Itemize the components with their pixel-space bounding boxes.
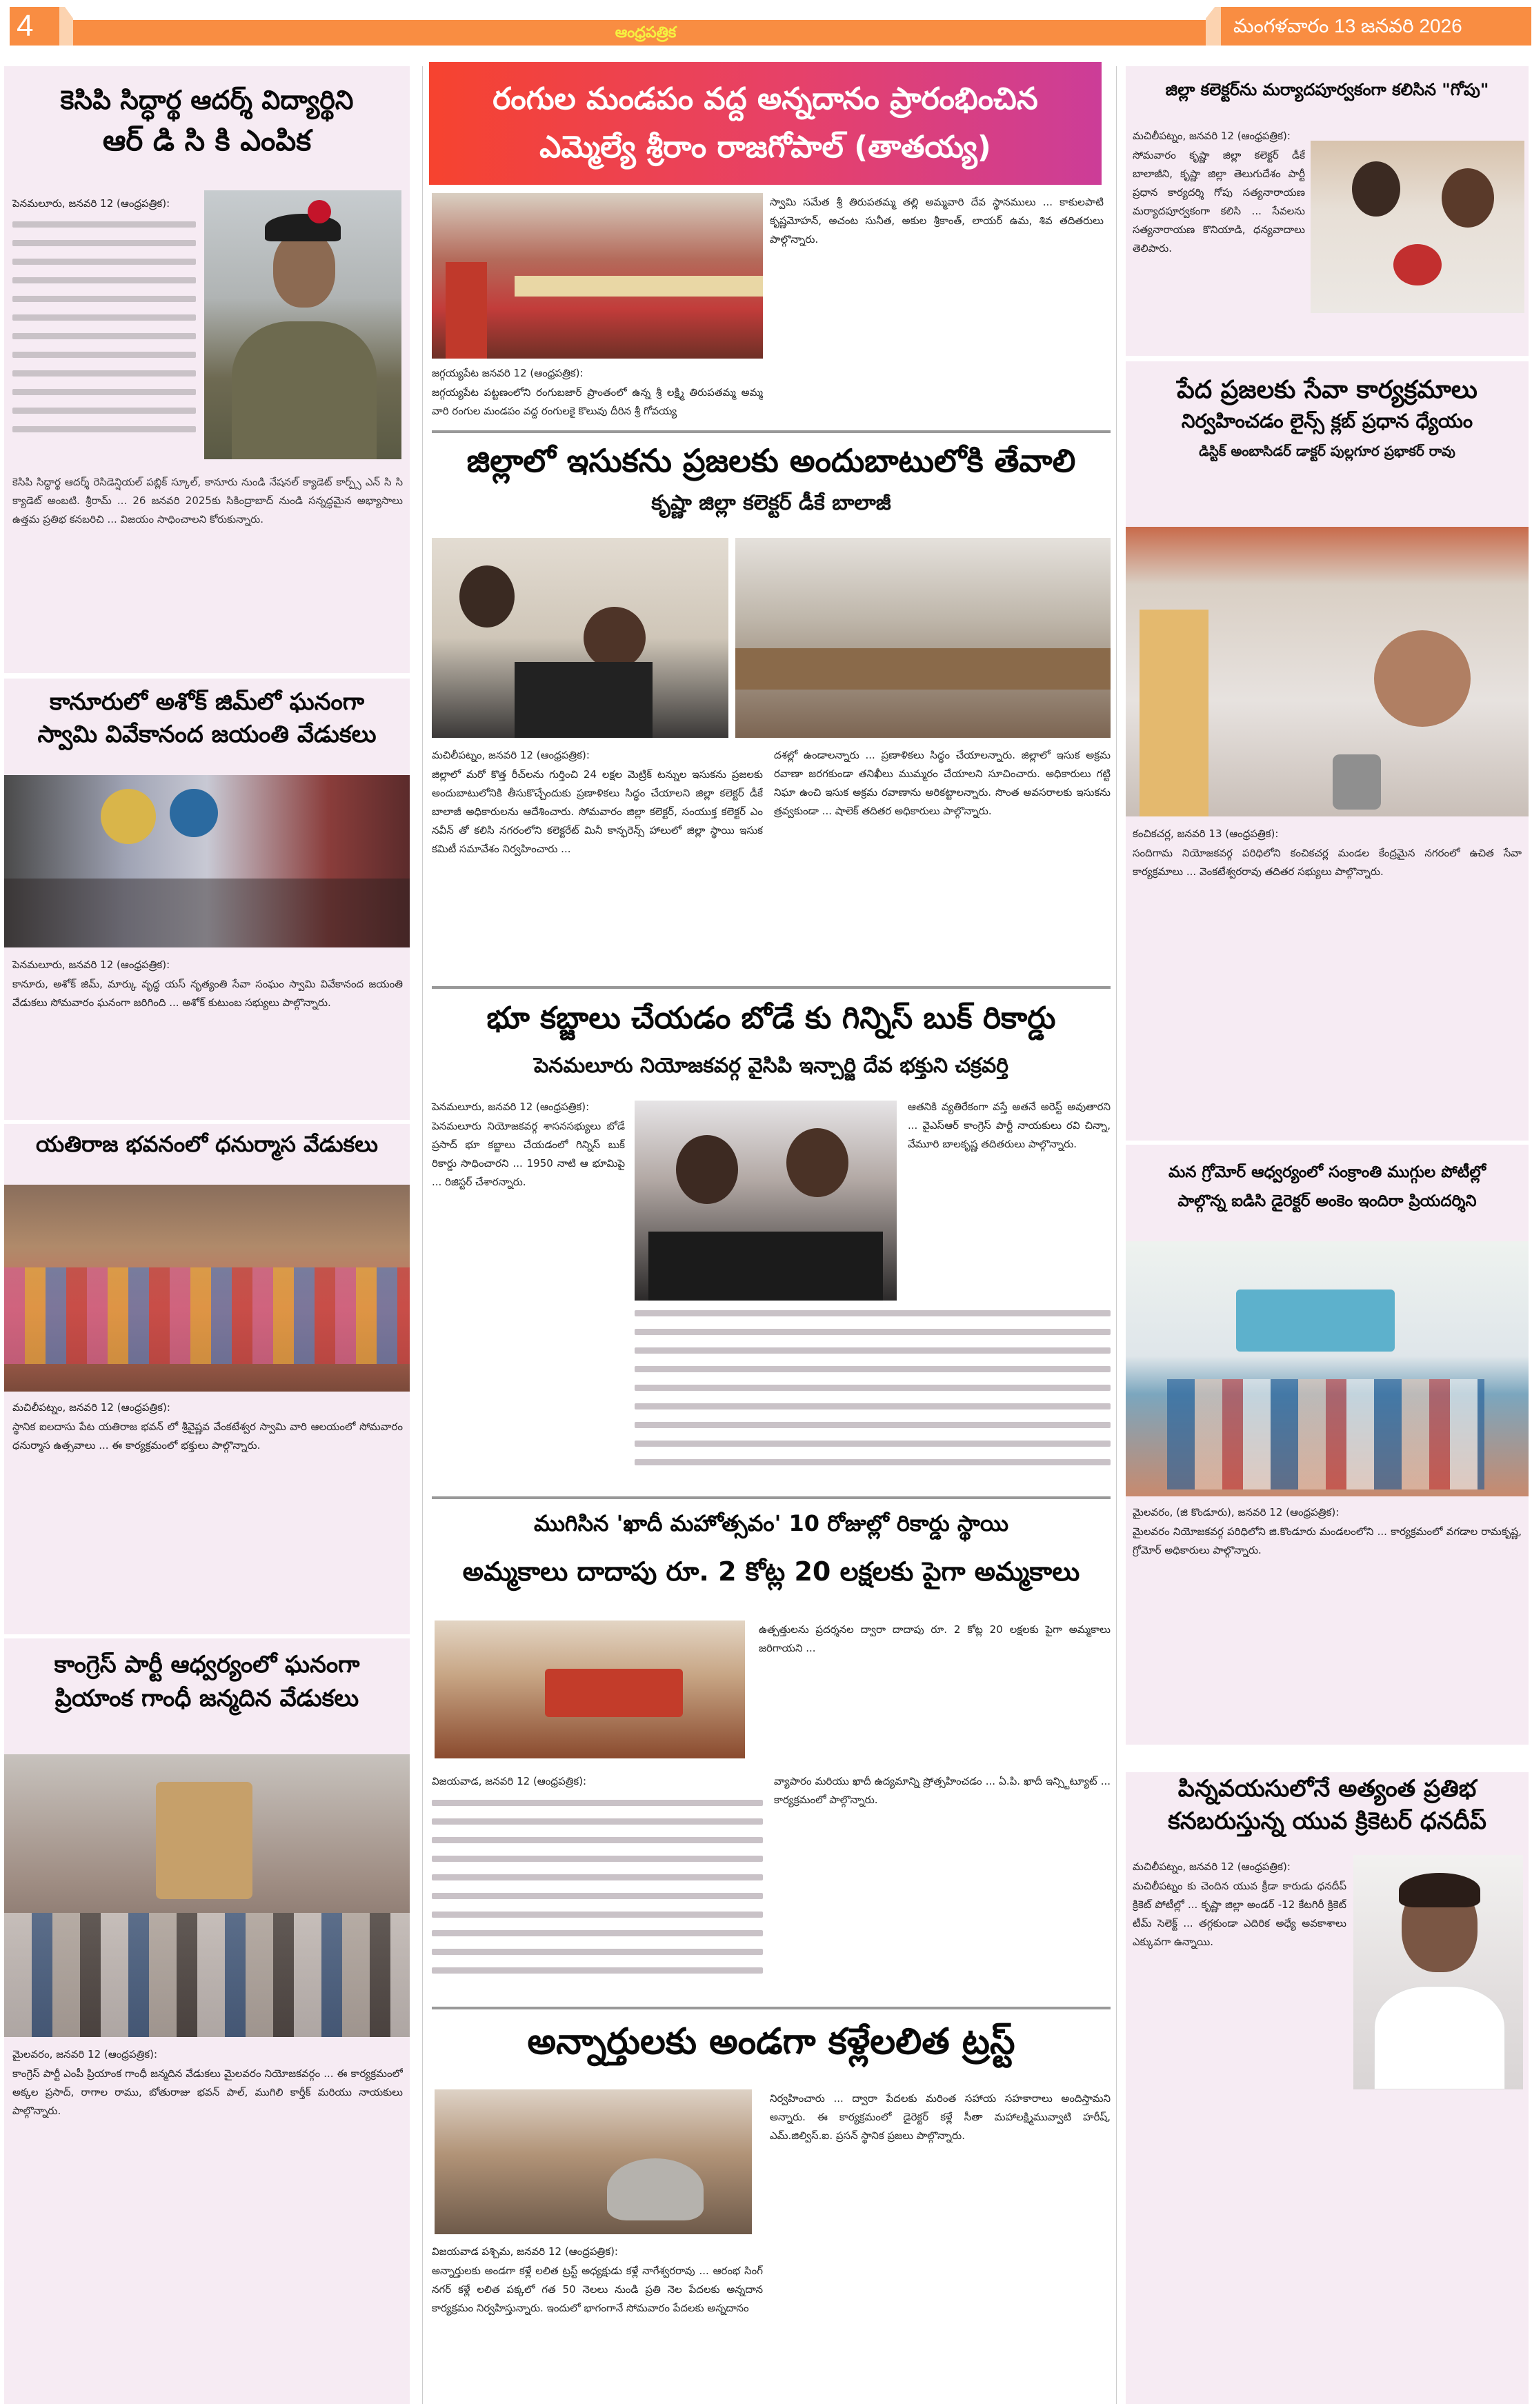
dateline: మచిలీపట్నం, జనవరి 12 (ఆంధ్రపత్రిక): bbox=[12, 1401, 170, 1414]
section-divider bbox=[432, 986, 1111, 989]
article-collector-gopu bbox=[1126, 66, 1529, 356]
subhead-sand: కృష్ణా జిల్లా కలెక్టర్ డీకే బాలాజీ bbox=[651, 491, 891, 515]
sand-body-col2: దశల్లో ఉండాలన్నారు ... ప్రణాళికలు సిద్ధం చేయాలన్నారు. జిల్లాలో ఇసుక అక్రమ రవాణా జరగకుండా తనిఖీలు ముమ్మరం చేయాలని సూచించారు. అధికారులు గట్టి నిఘా ఉంచి ఇసుక అక్రమ రవాణాను అరికట్టాలన్నారు. సొంత అవసరాలకు ఇసుకను త్రవ్వకుండా ... షాలెక్ తదితర అధికారులు పాల్గొన్నారు. bbox=[774, 749, 1111, 817]
trust-body-col2: నిర్వహించారు ... ద్వారా పేదలకు మరింత సహాయ సహకారాలు అందిస్తామని అన్నారు. ఈ కార్యక్రమంలో డైరెక్టర్ కళ్లే సీతా మహాలక్ష్మిమువ్వాటి హరీష్, ఎమ్.జిల్విస్.ఐ. ప్రసన్ స్థానిక ప్రజలు పాల్గొన్నారు. bbox=[770, 2092, 1111, 2142]
dateline: విజయవాడ, జనవరి 12 (ఆంధ్రపత్రిక): bbox=[432, 1775, 587, 1787]
body-text-block bbox=[12, 221, 196, 445]
headline-cricketer-line1: పిన్నవయసులోనే అత్యంత ప్రతిభ bbox=[1177, 1775, 1477, 1803]
subhead-land-grab: పెనమలూరు నియోజకవర్గ వైసిపి ఇన్చార్జి దేవ భక్తుని చక్రవర్తి bbox=[533, 1054, 1009, 1078]
article-lions bbox=[1126, 361, 1529, 1141]
dateline: జగ్గయ్యపేట జనవరి 12 (ఆంధ్రపత్రిక): bbox=[432, 367, 584, 379]
dateline: మచిలీపట్నం, జనవరి 12 (ఆంధ్రపత్రిక): bbox=[432, 749, 590, 761]
cadet-portrait-photo bbox=[204, 190, 401, 459]
headline-cricketer-line2: కనబరుస్తున్న యువ క్రికెటర్ ధనదీప్ bbox=[1168, 1807, 1486, 1836]
headline-lions-line1: పేద ప్రజలకు సేవా కార్యక్రమాలు bbox=[1177, 376, 1478, 404]
lions-club-service-photo bbox=[1126, 527, 1529, 816]
trust-body-col1: అన్నార్తులకు అండగా కళ్లే లలిత ట్రస్ట్ అధ్యక్షుడు కళ్లే నాగేశ్వరరావు ... ఆరంభ సింగ్ నగర్ కళ్లే లలిత పక్కలో గత 50 నెలలు నుండి ప్రతి నెల పేదలకు అన్నదాన కార్యక్రమం నిర్వహిస్తున్నారు. ఇందులో భాగంగానే సోమవారం పేదలకు అన్నదానం bbox=[432, 2265, 763, 2314]
article-body: సందిగామ నియోజకవర్గ పరిధిలోని కంచికచర్ల మండల కేంద్రమైన నగరంలో ఉచిత సేవా కార్యక్రమాలు ... వెంకటేశ్వరరావు తదితర సభ్యులు పాల్గొన్నారు. bbox=[1133, 847, 1522, 878]
article-body: కాంగ్రెస్ పార్టీ ఎంపీ ప్రియాంక గాంధీ జన్మదిన వేడుకలు మైలవరం నియోజకవర్గం ... ఈ కార్యక్రమంలో అక్కల ప్రసాద్, రాగాల రాము, బోతురాజు భవన్ పాల్, ముగిలి కార్తీక్ మరియు నాయకులు పాల్గొన్నారు. bbox=[12, 2067, 403, 2117]
collector-meeting-photo-2 bbox=[735, 538, 1111, 738]
khadi-festival-photo bbox=[435, 1621, 745, 1758]
headline-lions-line2: నిర్వహించడం లైన్స్ క్లబ్ ప్రధాన ధ్యేయం bbox=[1181, 409, 1473, 432]
dateline: పెనమలూరు, జనవరి 12 (ఆంధ్రపత్రిక): bbox=[432, 1101, 590, 1113]
masthead-bar bbox=[73, 20, 1218, 46]
gym-event-photo bbox=[4, 775, 410, 947]
dateline: విజయవాడ పశ్చిమ, జనవరి 12 (ఆంధ్రపత్రిక): bbox=[432, 2245, 618, 2258]
dateline: పెనమలూరు, జనవరి 12 (ఆంధ్రపత్రిక): bbox=[12, 197, 170, 210]
article-congress bbox=[4, 1638, 410, 2404]
khadi-body-col2: వ్యాపారం మరియు ఖాదీ ఉద్యమాన్ని ప్రోత్సహించడం ... ఏ.పి. ఖాదీ ఇన్స్టిట్యూట్ ... కార్యక్రమంలో పాల్గొన్నారు. bbox=[774, 1775, 1111, 1806]
masthead bbox=[0, 0, 1532, 50]
section-divider bbox=[432, 430, 1111, 433]
headline-annadanam-line2: ఎమ్మెల్యే శ్రీరాం రాజగోపాల్ (తాతయ్య) bbox=[539, 130, 991, 165]
headline-kcp-line1: కెసిపి సిద్ధార్థ ఆదర్శ్ విద్యార్థిని bbox=[60, 85, 354, 115]
article-body: స్థానిక ఐలదాసు పేట యతిరాజ భవన్ లో శ్రీవైష్ణవ వేంకటేశ్వర స్వామి వారి ఆలయంలో సోమవారం ధనుర్మాస ఉత్సవాలు ... ఈ కార్యక్రమంలో భక్తులు పాల్గొన్నారు. bbox=[12, 1421, 403, 1452]
masthead-fold-left bbox=[59, 7, 73, 46]
rangoli-competition-photo bbox=[1126, 1241, 1529, 1496]
page-number: 4 bbox=[10, 7, 59, 46]
publication-title: ఆంధ్రపత్రిక bbox=[615, 24, 677, 41]
headline-trust: అన్నార్తులకు అండగా కళ్లేలలిత ట్రస్ట్ bbox=[527, 2021, 1015, 2063]
article-body: కానూరు, అశోక్ జిమ్, మార్కు వృద్ధ యస్ నృత్యంతి సేవా సంఘం స్వామి వివేకానంద జయంతి వేడుకలు సోమవారం ఘనంగా జరిగింది ... అశోక్ కుటుంబ సభ్యులు పాల్గొన్నారు. bbox=[12, 978, 403, 1009]
headline-congress-line1: కాంగ్రెస్ పార్టీ ఆధ్వర్యంలో ఘనంగా bbox=[54, 1651, 360, 1678]
headline-yatiraja: యతిరాజ భవనంలో ధనుర్మాస వేడుకలు bbox=[35, 1131, 378, 1157]
land-grab-body-col2: ఆతనికి వ్యతిరేకంగా వస్తే అతనే అరెస్ట్ అవుతారని ... వైఎస్ఆర్ కాంగ్రెస్ పార్టీ నాయకులు రవి చిన్నా, వేమూరి బాలకృష్ణ తదితరులు పాల్గొన్నారు. bbox=[908, 1101, 1111, 1150]
sand-body-col1: జిల్లాలో మరో కొత్త రీచ్‌లను గుర్తించి 24 లక్షల మెట్రిక్ టన్నుల ఇసుకను ప్రజలకు అందుబాటులోనికి తీసుకొచ్చేందుకు ప్రణాళికలు సిద్ధం చేయాలని జిల్లా కలెక్టర్ డీకే బాలాజీ అధికారులను ఆదేశించారు. సోమవారం జిల్లా కలెక్టర్, సంయుక్త కలెక్టర్ ఎం నవీన్ తో కలిసి నగరంలోని కలెక్టరేట్ మినీ కాన్ఫరెన్స్ హాలులో జిల్లా స్థాయి ఇసుక కమిటీ సమావేశం నిర్వహించారు ... bbox=[432, 768, 763, 855]
article-yatiraja bbox=[4, 1124, 410, 1634]
article-muggulu bbox=[1126, 1145, 1529, 1745]
dateline: మచిలీపట్నం, జనవరి 12 (ఆంధ్రపత్రిక): bbox=[1133, 1860, 1291, 1873]
headline-gym-line1: కానూరులో అశోక్ జిమ్‌లో ఘనంగా bbox=[49, 688, 365, 716]
dateline: మైలవరం, (జి కొండూరు), జనవరి 12 (ఆంధ్రపత్రిక): bbox=[1133, 1506, 1340, 1518]
headline-sand: జిల్లాలో ఇసుకను ప్రజలకు అందుబాటులోకి తేవాలి bbox=[466, 442, 1076, 479]
dhanurmasa-event-photo bbox=[4, 1185, 410, 1392]
headline-muggulu-line2: పాల్గొన్న ఐడిసి డైరెక్టర్ అంకెం ఇందిరా ప్రియదర్శిని bbox=[1177, 1192, 1477, 1211]
headline-khadi-line1: ముగిసిన 'ఖాదీ మహోత్సవం' 10 రోజుల్లో రికార్డు స్థాయి bbox=[534, 1510, 1008, 1536]
annadanam-body-col2: స్వామి సమేత శ్రీ తిరుపతమ్మ తల్లి అమ్మవారి దేవ స్థానములు ... కాకులపాటి కృష్ణమోహన్, అచంట సునీత, అకుల శ్రీకాంత్, లాయర్ ఉమ, శివ తదితరులు పాల్గొన్నారు. bbox=[770, 196, 1104, 245]
headline-banner-annadanam bbox=[429, 62, 1102, 185]
annadanam-body-col1: జగ్గయ్యపేట పట్టణంలోని రంగుబజార్ ప్రాంతంలో ఉన్న శ్రీ లక్ష్మి తిరుపతమ్మ అమ్మ వారి రంగుల మండపం వద్ద రంగులకై కొలువు దీరిన శ్రీ గోవయ్య bbox=[432, 386, 763, 417]
article-body: మచిలీపట్నం కు చెందిన యువ క్రీడా కారుడు ధనదీప్ క్రికెట్ పోటీల్లో ... కృష్ణా జిల్లా అండర్ -12 కేటగిరీ క్రికెట్ టీమ్ సెలెక్ట్ ... తగ్గకుండా ఎదిరిక అధ్యే అవకాశాలు ఎక్కువగా ఉన్నాయి. bbox=[1133, 1880, 1346, 1948]
article-body: మైలవరం నియోజకవర్గ పరిధిలోని జి.కొండూరు మండలంలోని ... కార్యక్రమంలో వగడాల రామకృష్ణ, గ్రోమోర్ అధికారులు పాల్గొన్నారు. bbox=[1133, 1525, 1522, 1556]
headline-khadi-line2: అమ్మకాలు దాదాపు రూ. 2 కోట్ల 20 లక్షలకు పైగా అమ్మకాలు bbox=[462, 1556, 1080, 1587]
section-divider bbox=[432, 2007, 1111, 2009]
article-body: సోమవారం కృష్ణా జిల్లా కలెక్టర్ డీకే బాలాజీని, కృష్ణా జిల్లా తెలుగుదేశం పార్టీ ప్రధాన కార్యదర్శి గోపు సత్యనారాయణ మర్యాదపూర్వకంగా కలిసి ... సేవలను సత్యనారాయణ కొనియాడి, ధన్యవాదాలు తెలిపారు. bbox=[1133, 149, 1305, 254]
column-divider-left bbox=[422, 66, 423, 2404]
masthead-fold-right bbox=[1206, 7, 1221, 46]
headline-annadanam-line1: రంగుల మండపం వద్ద అన్నదానం ప్రారంభించిన bbox=[493, 81, 1038, 117]
headline-land-grab: భూ కబ్జాలు చేయడం బోడే కు గిన్నిస్ బుక్ రికార్డు bbox=[486, 1001, 1056, 1036]
headline-gym-line2: స్వామి వివేకానంద జయంతి వేడుకలు bbox=[37, 721, 377, 749]
headline-muggulu-line1: మన గ్రోమోర్ ఆధ్వర్యంలో సంక్రాంతి ముగ్గుల పోటీల్లో bbox=[1168, 1163, 1486, 1181]
headline-kcp-line2: ఆర్ డి సి కి ఎంపిక bbox=[102, 123, 312, 158]
article-cricketer bbox=[1126, 1772, 1529, 2404]
collector-meeting-photo-1 bbox=[432, 538, 728, 738]
column-divider-right bbox=[1116, 66, 1117, 2404]
dateline: మచిలీపట్నం, జనవరి 12 (ఆంధ్రపత్రిక): bbox=[1133, 130, 1291, 142]
issue-date: మంగళవారం 13 జనవరి 2026 bbox=[1221, 7, 1531, 46]
headline-gopu: జిల్లా కలెక్టర్‌ను మర్యాదపూర్వకంగా కలిసిన "గోపు" bbox=[1165, 80, 1489, 99]
khadi-body-col1: ఉత్పత్తులను ప్రదర్శనల ద్వారా దాదాపు రూ. 2 కోట్ల 20 లక్షలకు పైగా అమ్మకాలు జరిగాయని ... bbox=[759, 1623, 1111, 1654]
dateline: పెనమలూరు, జనవరి 12 (ఆంధ్రపత్రిక): bbox=[12, 959, 170, 971]
birthday-celebration-photo bbox=[4, 1754, 410, 2037]
article-body: కెసిపి సిద్ధార్థ ఆదర్శ్ రెసిడెన్షియల్ పబ్లిక్ స్కూల్, కానూరు నుండి నేషనల్ క్యాడెట్ కార్ప్స్ ఎన్ సి సి క్యాడెట్ అంబటి. శ్రీరామ్ ... 26 జనవరి 2025కు సికింద్రాబాద్ నుండి సన్నద్ధమైన అభ్యాసాలు ఉత్తమ ప్రతిభ కనబరిచి ... విజయం సాధించాలని కోరుకున్నారు. bbox=[12, 476, 403, 525]
body-text-block bbox=[432, 1800, 763, 1986]
dateline: కంచికచర్ల, జనవరి 13 (ఆంధ్రపత్రిక): bbox=[1133, 827, 1279, 840]
body-text-block bbox=[635, 1310, 1111, 1478]
trust-annadanam-photo bbox=[435, 2089, 752, 2234]
land-grab-body-col1: పెనమలూరు నియోజకవర్గ శాసనసభ్యులు బోడే ప్రసాద్ భూ కబ్జాలు చేయడంలో గిన్నిస్ బుక్ రికార్డు సాధించారని ... 1950 నాటి ఆ భూమిపై ... రిజిస్టర్ చేశారన్నారు. bbox=[432, 1120, 625, 1188]
article-kcp-student bbox=[4, 66, 410, 673]
annadanam-event-photo bbox=[432, 193, 763, 359]
press-meet-photo bbox=[635, 1101, 897, 1301]
cricketer-portrait-photo bbox=[1353, 1855, 1523, 2089]
section-divider bbox=[432, 1496, 1111, 1499]
dateline: మైలవరం, జనవరి 12 (ఆంధ్రపత్రిక): bbox=[12, 2048, 158, 2060]
collector-meeting-photo bbox=[1311, 141, 1524, 313]
article-ashok-gym bbox=[4, 679, 410, 1120]
headline-congress-line2: ప్రియాంక గాంధీ జన్మదిన వేడుకలు bbox=[54, 1685, 359, 1713]
subhead-lions: డిస్టిక్ అంబాసిడర్ డాక్టర్ పుల్లగూర ప్రభాకర్ రావు bbox=[1199, 443, 1455, 460]
